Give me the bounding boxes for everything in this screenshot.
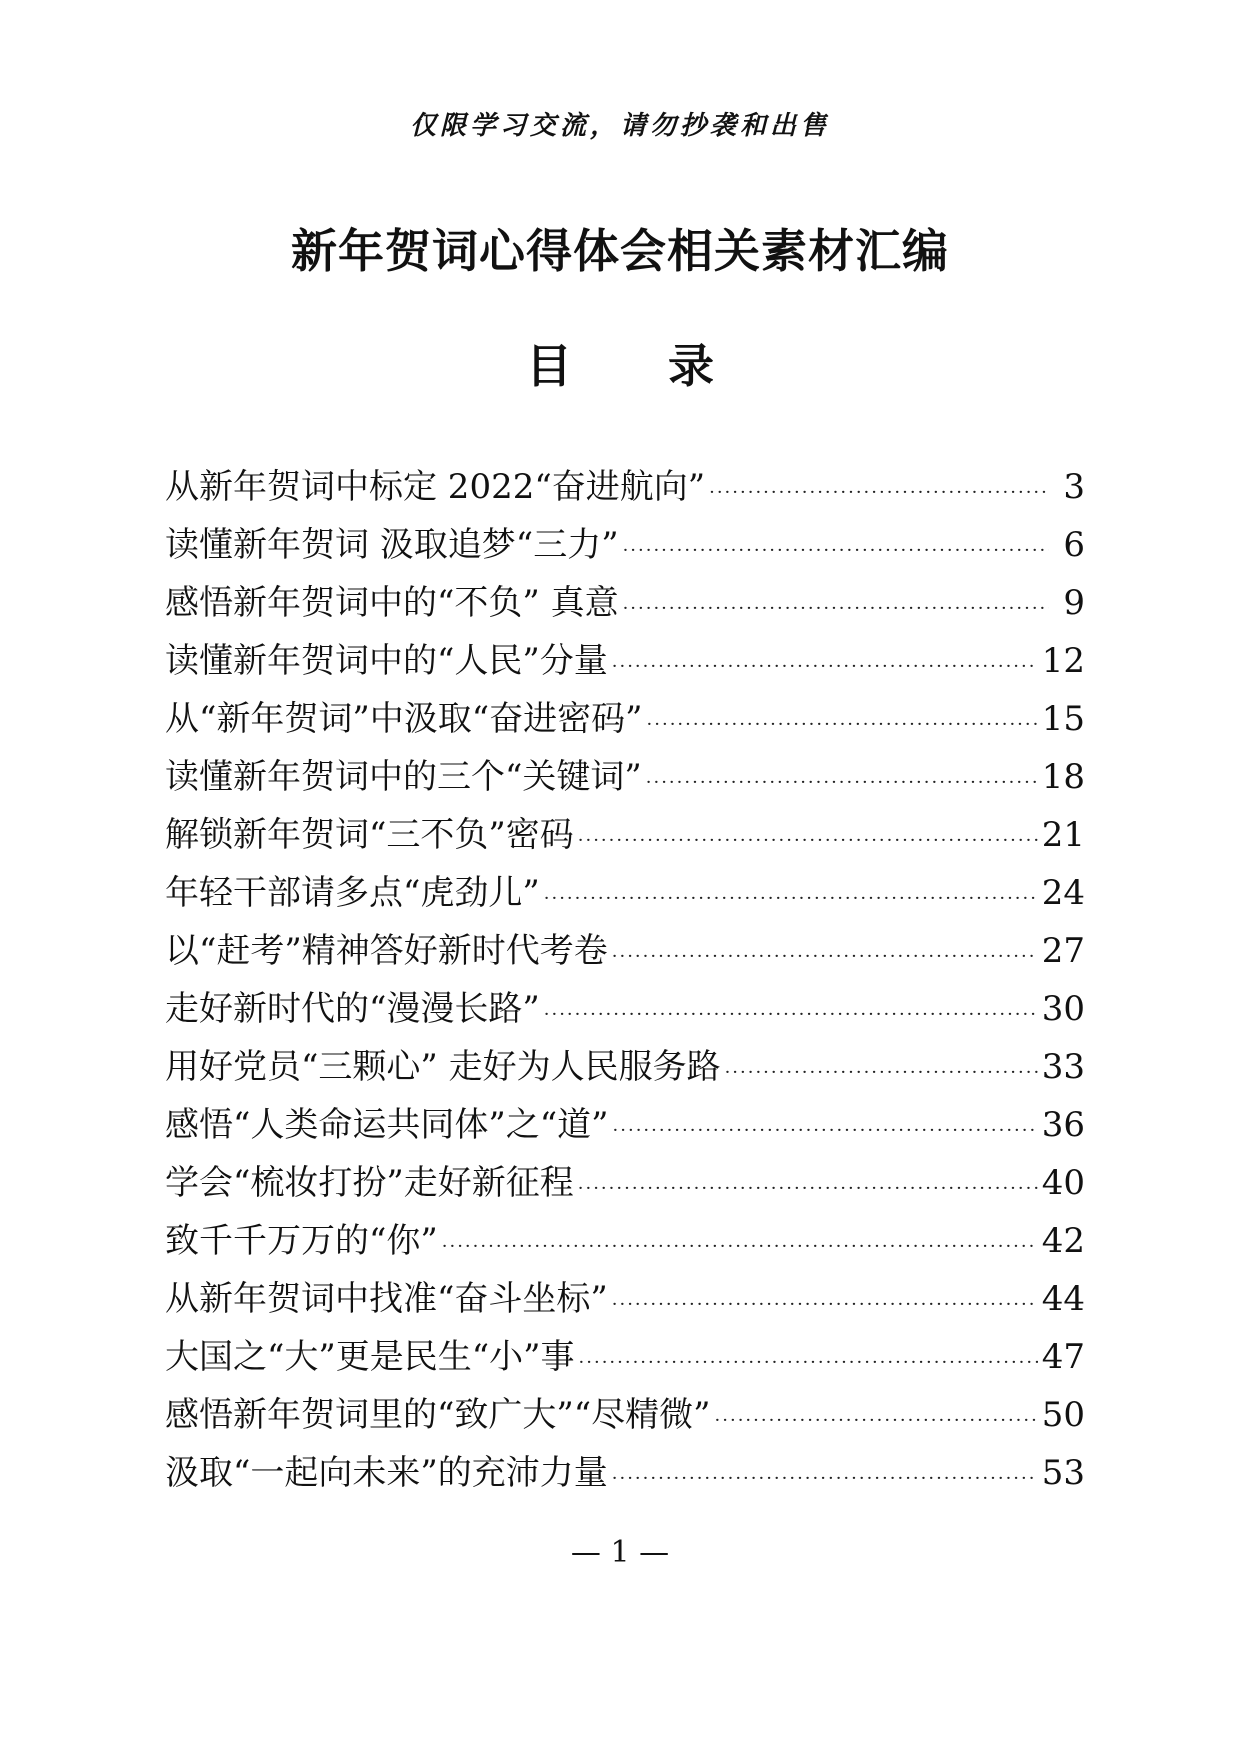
- toc-entry-page: 47: [1041, 1337, 1085, 1377]
- toc-entry[interactable]: [165, 458, 1085, 516]
- toc-entry-title: 大国之“大”更是民生“小”事: [165, 1337, 575, 1377]
- toc-entry-page: 9: [1063, 583, 1085, 623]
- toc-entry[interactable]: [165, 574, 1085, 632]
- toc-entry[interactable]: [165, 1328, 1085, 1386]
- toc-heading: 目 录: [525, 339, 754, 393]
- toc-entry[interactable]: [165, 632, 1085, 690]
- document-title: 新年贺词心得体会相关素材汇编: [291, 224, 949, 278]
- table-of-contents: [165, 458, 1085, 1502]
- toc-entry-title: 读懂新年贺词中的三个“关键词”: [165, 757, 642, 797]
- toc-leader-dots: [578, 1160, 1038, 1218]
- toc-leader-dots: [613, 1102, 1038, 1160]
- toc-entry-title: 读懂新年贺词 汲取追梦“三力”: [165, 525, 619, 565]
- toc-entry[interactable]: [165, 1154, 1085, 1212]
- toc-leader-dots: [442, 1218, 1038, 1276]
- toc-leader-dots: [623, 522, 1049, 580]
- toc-entry-title: 解锁新年贺词“三不负”密码: [165, 815, 574, 855]
- toc-entry[interactable]: [165, 1096, 1085, 1154]
- toc-entry-page: 12: [1041, 641, 1085, 681]
- toc-entry-title: 致千千万万的“你”: [165, 1221, 438, 1261]
- toc-entry-page: 18: [1041, 757, 1085, 797]
- toc-leader-dots: [709, 464, 1049, 522]
- toc-entry-title: 从新年贺词中标定 2022“奋进航向”: [165, 467, 706, 507]
- toc-entry-title: 感悟新年贺词里的“致广大”“尽精微”: [165, 1395, 711, 1435]
- toc-leader-dots: [579, 1334, 1038, 1392]
- toc-leader-dots: [544, 870, 1038, 928]
- toc-entry-page: 27: [1041, 931, 1085, 971]
- toc-entry[interactable]: [165, 864, 1085, 922]
- toc-entry-title: 读懂新年贺词中的“人民”分量: [165, 641, 608, 681]
- toc-entry-page: 6: [1063, 525, 1085, 565]
- toc-entry-page: 36: [1041, 1105, 1085, 1145]
- toc-entry-page: 44: [1041, 1279, 1085, 1319]
- toc-entry[interactable]: [165, 1444, 1085, 1502]
- toc-entry-page: 33: [1041, 1047, 1085, 1087]
- toc-leader-dots: [578, 812, 1038, 870]
- toc-entry-page: 30: [1041, 989, 1085, 1029]
- header-note: 仅限学习交流，请勿抄袭和出售: [409, 111, 830, 141]
- toc-entry-page: 21: [1041, 815, 1085, 855]
- toc-leader-dots: [612, 638, 1038, 696]
- toc-entry-title: 学会“梳妆打扮”走好新征程: [165, 1163, 574, 1203]
- toc-entry-title: 从“新年贺词”中汲取“奋进密码”: [165, 699, 643, 739]
- toc-leader-dots: [646, 754, 1038, 812]
- toc-entry-page: 15: [1041, 699, 1085, 739]
- toc-entry-title: 汲取“一起向未来”的充沛力量: [165, 1453, 608, 1493]
- toc-entry-title: 年轻干部请多点“虎劲儿”: [165, 873, 540, 913]
- toc-leader-dots: [612, 928, 1038, 986]
- page-number: — 1 —: [570, 1535, 670, 1570]
- toc-entry-page: 42: [1041, 1221, 1085, 1261]
- toc-entry-page: 40: [1041, 1163, 1085, 1203]
- toc-leader-dots: [647, 696, 1038, 754]
- toc-entry[interactable]: [165, 1386, 1085, 1444]
- toc-entry[interactable]: [165, 748, 1085, 806]
- toc-entry[interactable]: [165, 806, 1085, 864]
- toc-leader-dots: [725, 1044, 1038, 1102]
- toc-leader-dots: [612, 1276, 1038, 1334]
- toc-entry[interactable]: [165, 1270, 1085, 1328]
- toc-leader-dots: [715, 1392, 1038, 1450]
- toc-entry-title: 感悟新年贺词中的“不负” 真意: [165, 583, 619, 623]
- toc-entry[interactable]: [165, 922, 1085, 980]
- toc-entry-page: 24: [1041, 873, 1085, 913]
- toc-leader-dots: [612, 1450, 1038, 1508]
- toc-entry-page: 50: [1041, 1395, 1085, 1435]
- toc-entry-title: 感悟“人类命运共同体”之“道”: [165, 1105, 609, 1145]
- toc-entry[interactable]: [165, 1038, 1085, 1096]
- toc-entry[interactable]: [165, 1212, 1085, 1270]
- toc-entry[interactable]: [165, 980, 1085, 1038]
- toc-leader-dots: [544, 986, 1038, 1044]
- toc-entry-title: 以“赶考”精神答好新时代考卷: [165, 931, 608, 971]
- toc-entry-title: 用好党员“三颗心” 走好为人民服务路: [165, 1047, 721, 1087]
- toc-leader-dots: [623, 580, 1049, 638]
- toc-entry-title: 走好新时代的“漫漫长路”: [165, 989, 540, 1029]
- toc-entry-page: 3: [1063, 467, 1085, 507]
- toc-entry-title: 从新年贺词中找准“奋斗坐标”: [165, 1279, 608, 1319]
- toc-entry-page: 53: [1041, 1453, 1085, 1493]
- toc-entry[interactable]: [165, 690, 1085, 748]
- toc-entry[interactable]: [165, 516, 1085, 574]
